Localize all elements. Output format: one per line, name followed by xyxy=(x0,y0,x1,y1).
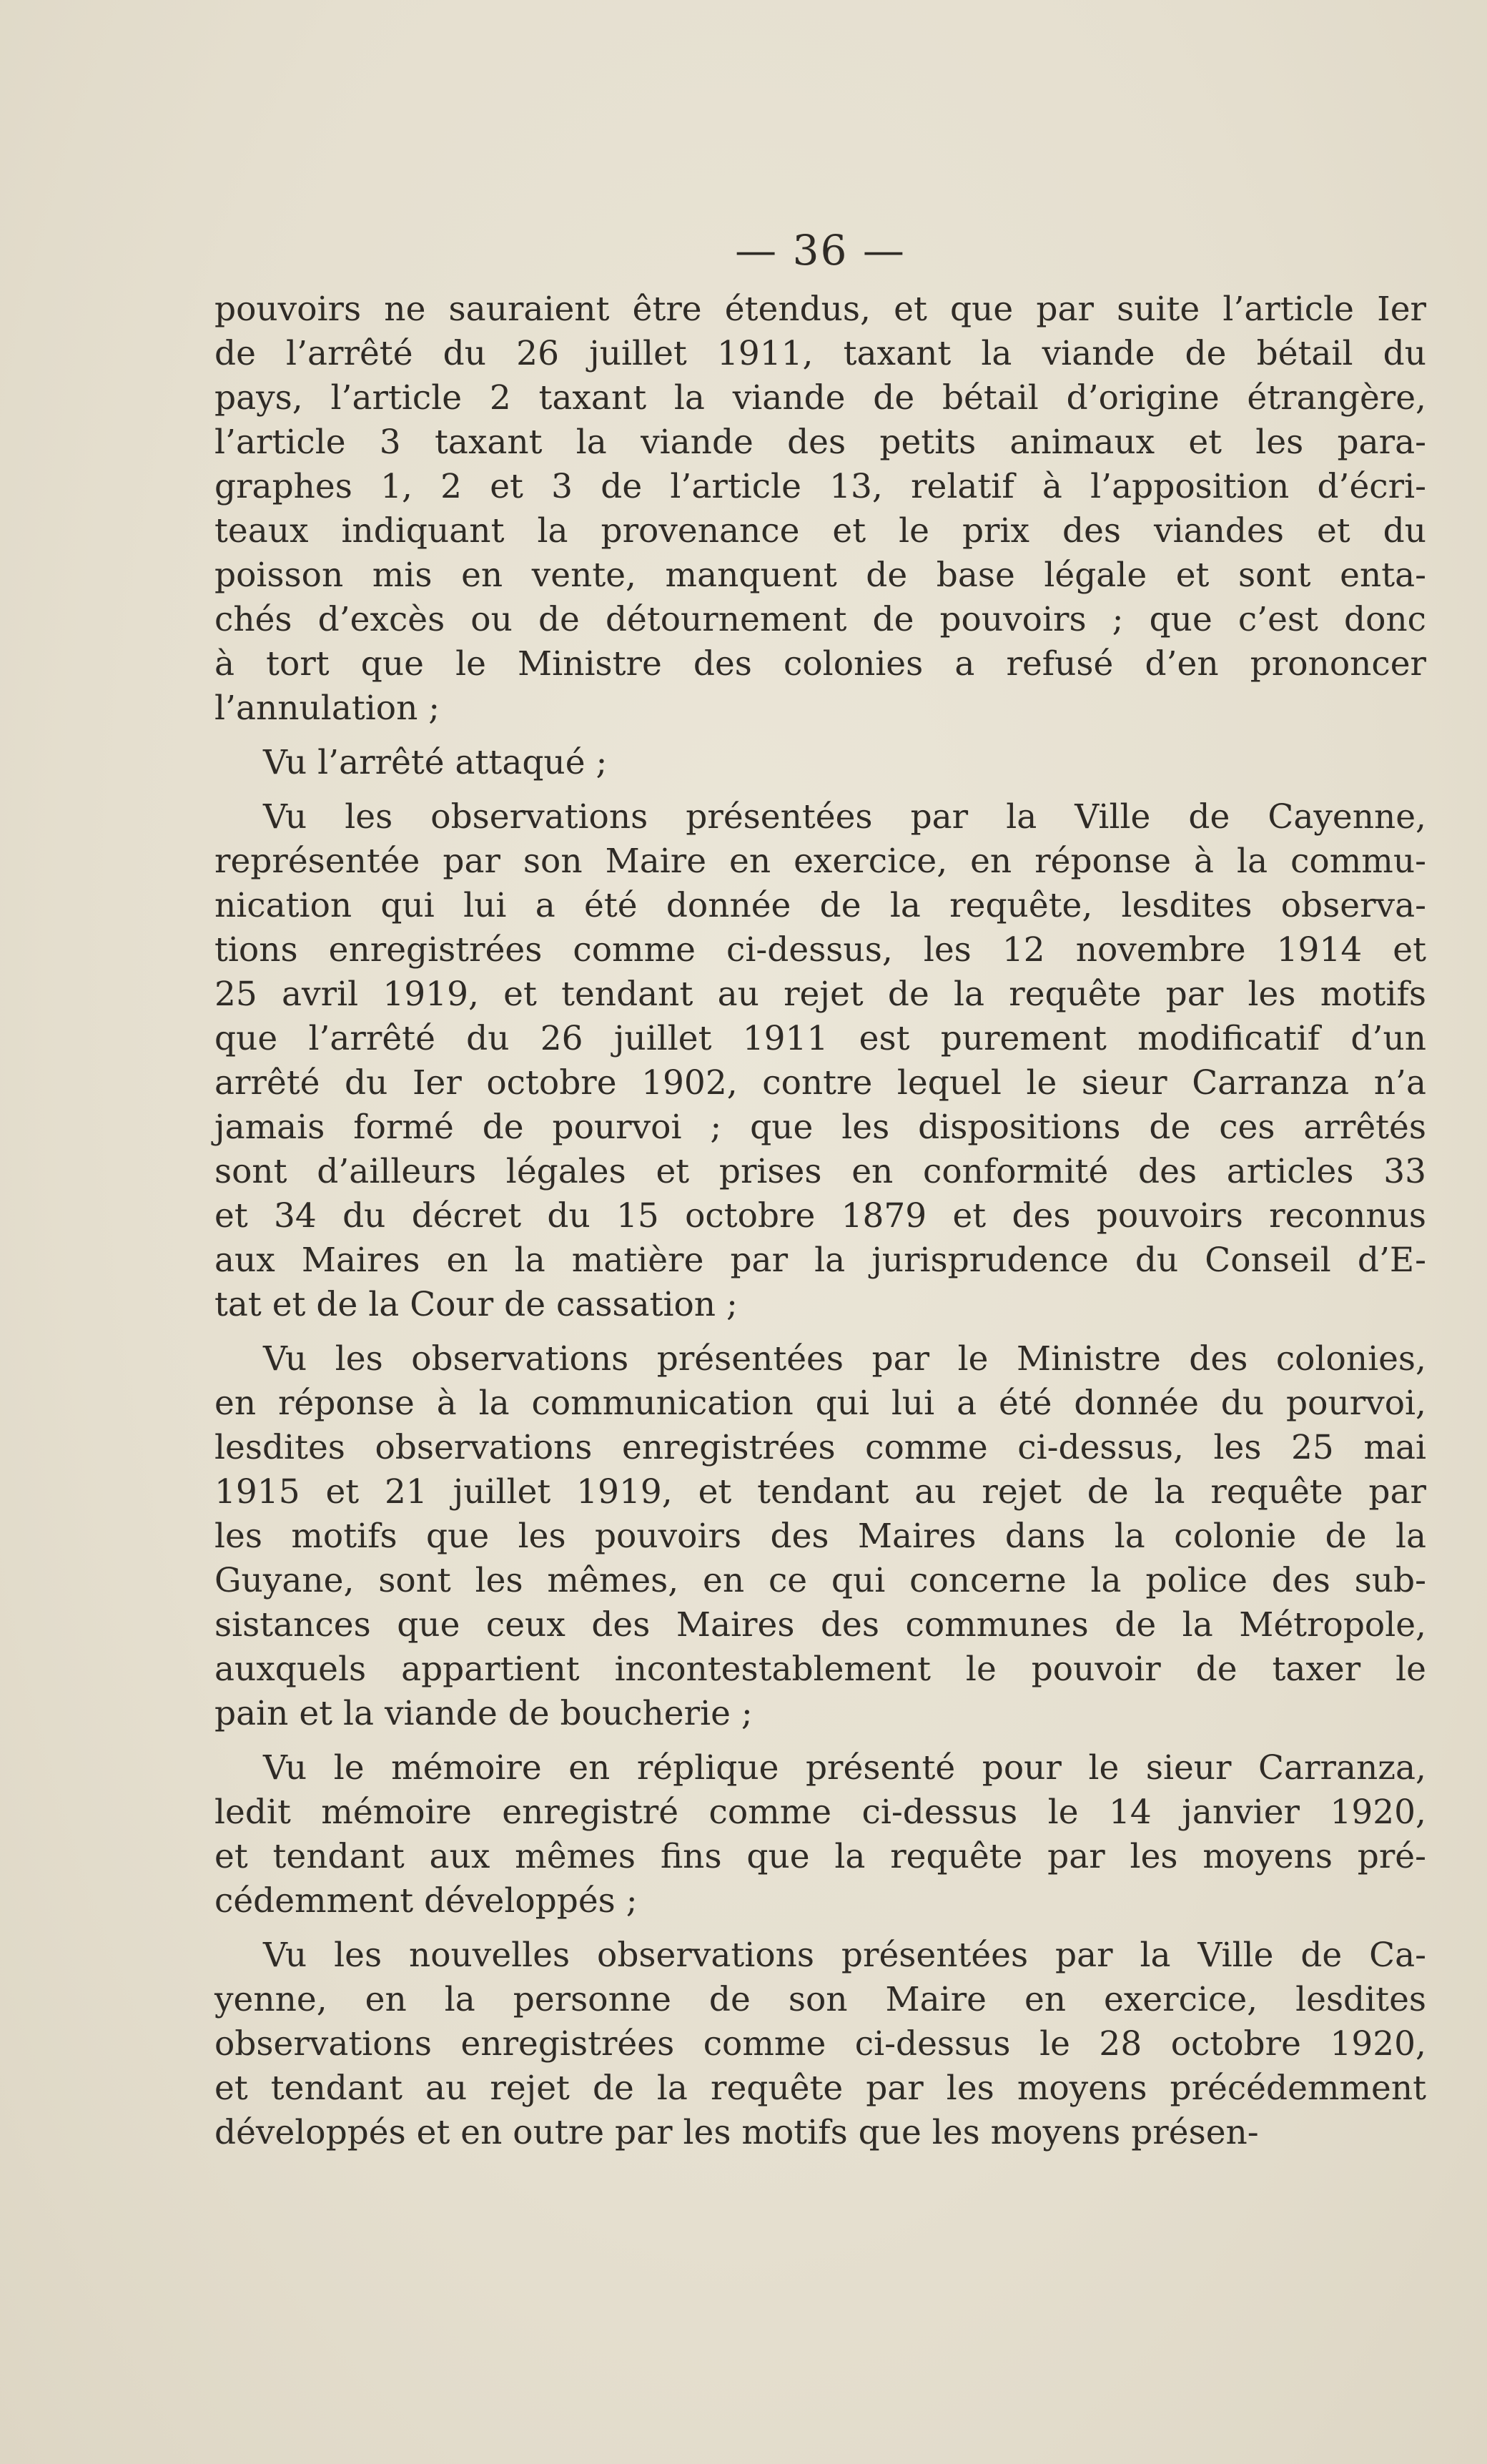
paragraph xyxy=(214,1337,1426,1736)
paragraph xyxy=(214,1933,1426,2155)
text-line: Vu les nouvelles observations présentées par la Ville de Ca- xyxy=(263,1936,1426,1975)
text-line: les motifs que les pouvoirs des Maires dans la colonie de la xyxy=(214,1517,1426,1556)
text-line: Vu les observations présentées par le Ministre des colonies, xyxy=(263,1339,1426,1379)
paragraph xyxy=(214,1746,1426,1923)
text-line: Guyane, sont les mêmes, en ce qui concerne la police des sub- xyxy=(214,1561,1426,1600)
paragraph xyxy=(214,795,1426,1327)
document-page xyxy=(214,222,1426,2155)
text-line: pouvoirs ne sauraient être étendus, et que par suite l’article Ier xyxy=(214,290,1426,329)
text-line: arrêté du Ier octobre 1902, contre lequel le sieur Carranza n’a xyxy=(214,1063,1426,1103)
text-line: de l’arrêté du 26 juillet 1911, taxant la viande de bétail du xyxy=(214,334,1426,373)
text-line: que l’arrêté du 26 juillet 1911 est purement modificatif d’un xyxy=(214,1019,1426,1058)
text-line: Vu le mémoire en réplique présenté pour le sieur Carranza, xyxy=(263,1748,1426,1788)
text-line: sistances que ceux des Maires des communes de la Métropole, xyxy=(214,1605,1426,1645)
text-line: l’article 3 taxant la viande des petits animaux et les para- xyxy=(214,423,1426,462)
text-line: 25 avril 1919, et tendant au rejet de la requête par les motifs xyxy=(214,975,1426,1014)
text-line: lesdites observations enregistrées comme ci-dessus, les 25 mai xyxy=(214,1428,1426,1467)
text-line: tions enregistrées comme ci-dessus, les 12 novembre 1914 et xyxy=(214,930,1426,970)
text-line: 1915 et 21 juillet 1919, et tendant au rejet de la requête par xyxy=(214,1472,1426,1512)
text-line: tat et de la Cour de cassation ; xyxy=(214,1285,738,1324)
text-line: auxquels appartient incontestablement le pouvoir de taxer le xyxy=(214,1650,1426,1689)
text-line: observations enregistrées comme ci-dessus le 28 octobre 1920, xyxy=(214,2024,1426,2064)
page-number: — 36 — xyxy=(735,226,906,275)
text-line: aux Maires en la matière par la jurisprudence du Conseil d’E- xyxy=(214,1241,1426,1280)
text-line: en réponse à la communication qui lui a été donnée du pourvoi, xyxy=(214,1384,1426,1423)
paragraph xyxy=(214,741,1426,785)
text-line: chés d’excès ou de détournement de pouvoirs ; que c’est donc xyxy=(214,600,1426,639)
text-line: l’annulation ; xyxy=(214,689,440,728)
text-line: Vu les observations présentées par la Ville de Cayenne, xyxy=(263,797,1426,837)
text-line: et tendant aux mêmes fins que la requête par les moyens pré- xyxy=(214,1837,1426,1876)
text-line: teaux indiquant la provenance et le prix des viandes et du xyxy=(214,511,1426,551)
body-text xyxy=(214,287,1426,2155)
text-line: jamais formé de pourvoi ; que les dispositions de ces arrêtés xyxy=(214,1108,1426,1147)
text-line: représentée par son Maire en exercice, en réponse à la commu- xyxy=(214,842,1426,881)
text-line: graphes 1, 2 et 3 de l’article 13, relatif à l’apposition d’écri- xyxy=(214,467,1426,506)
text-line: à tort que le Ministre des colonies a refusé d’en prononcer xyxy=(214,644,1426,684)
text-line: poisson mis en vente, manquent de base légale et sont enta- xyxy=(214,556,1426,595)
text-line: nication qui lui a été donnée de la requête, lesdites observa- xyxy=(214,886,1426,925)
text-line: cédemment développés ; xyxy=(214,1881,638,1921)
text-line: ledit mémoire enregistré comme ci-dessus le 14 janvier 1920, xyxy=(214,1793,1426,1832)
paragraph xyxy=(214,287,1426,731)
text-line: et 34 du décret du 15 octobre 1879 et des pouvoirs reconnus xyxy=(214,1196,1426,1236)
text-line: pays, l’article 2 taxant la viande de bétail d’origine étrangère, xyxy=(214,378,1426,418)
text-line: et tendant au rejet de la requête par les moyens précédemment xyxy=(214,2069,1426,2108)
text-line: pain et la viande de boucherie ; xyxy=(214,1694,753,1733)
text-line: sont d’ailleurs légales et prises en conformité des articles 33 xyxy=(214,1152,1426,1191)
text-line: yenne, en la personne de son Maire en exercice, lesdites xyxy=(214,1980,1426,2019)
text-line: Vu l’arrêté attaqué ; xyxy=(263,743,608,782)
text-line: développés et en outre par les motifs que les moyens présen- xyxy=(214,2113,1259,2152)
